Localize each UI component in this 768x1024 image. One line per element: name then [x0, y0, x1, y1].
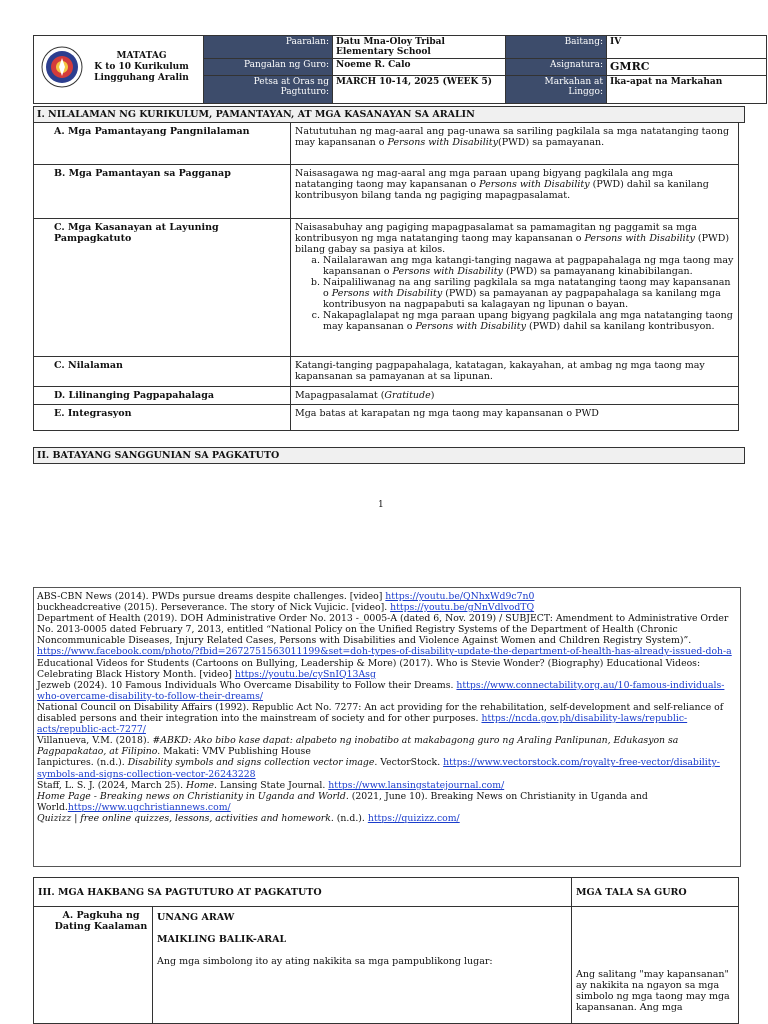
reference-item: buckheadcreative (2015). Perseverance. The story of Nick Vujicic. [video]. https://youtu.be/gNnVdlvodTQ	[37, 602, 535, 614]
paaralan-label: Paaralan:	[204, 36, 333, 59]
page-number: 1	[378, 500, 384, 510]
values-label: D. Lilinanging Pagpapahalaga	[34, 387, 291, 405]
title-line1: MATATAG	[116, 50, 167, 61]
reference-link[interactable]: https://youtu.be/cySnIQ13Asg	[234, 668, 376, 680]
reference-item: Jezweb (2024). 10 Famous Individuals Who Overcame Disability to Follow their Dreams. https://www.connectability.org.au/10-famous-individuals-who-overcame-disability-to-follow-their-dreams/	[37, 679, 725, 702]
reference-item: National Council on Disability Affairs (1992). Republic Act No. 7277: An act providing for the rehabilitation, self-development and self-reliance of disabled persons and their integration into the mainstream of society and for other purposes. https://ncda.gov.ph/disability-laws/republic- acts/republic-act-7277/	[37, 701, 724, 736]
reference-item: Ianpictures. (n.d.). Disability symbols and signs collection vector image. VectorStock. https://www.vectorstock.com/royalty-free-vector/disability-symbols-and-signs-collection-vector-26243228	[37, 757, 720, 780]
reference-item: Villanueva, V.M. (2018). #ABKD: Ako bibo kase dapat: alpabeto ng inobatibo at makabagong guro ng Araling Panlipunan, Edukasyon sa Pagpapakatao, at Filipino. Makati: VMV Publishing House	[37, 735, 679, 758]
reference-item: Educational Videos for Students (Cartoons on Bullying, Leadership & More) (2017). Who is Stevie Wonder? (Biography) Educational Videos: Celebrating Black History Month. [video] https://youtu.be/cySnIQ13Asg	[37, 657, 701, 680]
objectives-list	[295, 255, 734, 332]
objective-b: b. Naipaliliwanag na ang sariling pagkilala sa mga natatanging taong may kapansanan o Persons with Disability (PWD) sa pamayanan ay pagpapahalaga sa kanilang mga kontribusyon na nagpapabuti sa kalagayan ng lipunan o bayan.	[323, 277, 734, 310]
reference-link[interactable]: https://www.ugchristiannews.com/	[67, 801, 231, 813]
paaralan-value: Datu Mna-Oloy Tribal Elementary School	[333, 36, 506, 59]
title-line3: Lingguhang Aralin	[94, 72, 189, 83]
standards-content-text: Natututuhan ng mag-aaral ang pag-unawa sa sariling pagkilala sa mga natatanging taong may kapansanan o Persons with Disability(PWD) sa pamayanan.	[291, 123, 739, 165]
deped-seal-icon	[41, 46, 83, 88]
performance-standards-label: B. Mga Pamantayan sa Pagganap	[34, 165, 291, 219]
review-prompt: Ang mga simbolong ito ay ating nakikita sa mga pampublikong lugar:	[157, 956, 493, 967]
header-table	[33, 35, 767, 104]
competencies-label: C. Mga Kasanayan at Layuning Pampagkatuto	[34, 219, 291, 357]
integration-text: Mga batas at karapatan ng mga taong may kapansanan o PWD	[291, 405, 739, 431]
values-text: Mapagpasalamat (Gratitude)	[291, 387, 739, 405]
reference-link[interactable]: https://www.vectorstock.com/royalty-free-vector/disability-symbols-and-signs-collection-vector-26243228	[37, 757, 720, 780]
reference-item: ABS-CBN News (2014). PWDs pursue dreams despite challenges. [video] https://youtu.be/QNhxWd9c7n0	[37, 591, 535, 602]
petsa-value: MARCH 10-14, 2025 (WEEK 5)	[333, 76, 506, 104]
logo-cell	[34, 36, 204, 104]
performance-standards-text: Naisasagawa ng mag-aaral ang mga paraan upang bigyang pagkilala ang mga natatanging taong may kapansanan o Persons with Disability (PWD) dahil sa kanilang kontribusyon bilang tanda ng pagiging mapagpasalamat.	[291, 165, 739, 219]
integration-label: E. Integrasyon	[34, 405, 291, 431]
reference-item: Home Page - Breaking news on Christianity in Uganda and World. (2021, June 10). Breaking News on Christianity in Uganda and World.https://www.ugchristiannews.com/	[37, 790, 648, 813]
section3-table	[33, 877, 739, 1024]
objective-a: a. Nailalarawan ang mga katangi-tanging nagawa at pagpapahalaga ng mga taong may kapansanan o Persons with Disability (PWD) sa pamayanang kinabibilangan.	[323, 255, 734, 277]
teacher-note: Ang salitang "may kapansanan" ay nakikita na ngayon sa mga simbolo ng mga taong may mga kapansanan. Ang mga	[572, 907, 739, 1024]
notes-header: MGA TALA SA GURO	[572, 878, 739, 907]
markahan-label: Markahan at Linggo:	[506, 76, 607, 104]
reference-link[interactable]: https://www.lansingstatejournal.com/	[328, 779, 505, 791]
petsa-label: Petsa at Oras ng Pagtuturo:	[204, 76, 333, 104]
competencies-text: Naisasabuhay ang pagiging mapagpasalamat sa pamamagitan ng paggamit sa mga kontribusyon ng mga natatanging taong may kapansanan o Persons with Disability (PWD) bilang gabay sa pasiya at kilos. a. Nailalarawan ang mga katangi-tanging nagawa at pagpapahalaga ng mga taong may kapansanan o Persons with Disability (PWD) sa pamayanang kinabibilangan. b. Naipaliliwanag na ang sariling pagkilala sa mga natatanging taong may kapansanan o Persons with Disability (PWD) sa pamayanan ay pagpapahalaga sa kanilang mga kontribusyon na nagpapabuti sa kalagayan ng lipunan o bayan. c. Nakapaglalapat ng mga paraan upang bigyang pagkilala ang mga natatanging taong may kapansanan o Persons with Disability (PWD) dahil sa kanilang kontribusyon.	[291, 219, 739, 357]
objective-c: c. Nakapaglalapat ng mga paraan upang bigyang pagkilala ang mga natatanging taong may kapansanan o Persons with Disability (PWD) dahil sa kanilang kontribusyon.	[323, 310, 734, 332]
markahan-value: Ika-apat na Markahan	[607, 76, 767, 104]
prior-knowledge-label: A. Pagkuha ng Dating Kaalaman	[34, 907, 153, 1024]
section1-title: I. NILALAMAN NG KURIKULUM, PAMANTAYAN, AT MGA KASANAYAN SA ARALIN	[33, 106, 745, 123]
reference-link[interactable]: https://www.facebook.com/photo/?fbid=267275156301119​9&set=doh-types-of-disability-update-the-department-of-health-has-already-issued-doh-a	[37, 646, 732, 658]
reference-link[interactable]: https://ncda.gov.ph/disability-laws/republic- acts/republic-act-7277/	[37, 713, 688, 736]
reference-link[interactable]: https://youtu.be/QNhxWd9c7n0	[385, 591, 535, 602]
guro-label: Pangalan ng Guro:	[204, 59, 333, 76]
reference-link[interactable]: https://www.connectability.org.au/10-famous-individuals-who-overcame-disability-to-follow-their-dreams/	[37, 679, 725, 702]
asignatura-value: GMRC	[607, 59, 767, 76]
baitang-label: Baitang:	[506, 36, 607, 59]
nilalaman-label: C. Nilalaman	[34, 357, 291, 387]
day-label: UNANG ARAW	[157, 912, 235, 923]
reference-link[interactable]: https://quizizz.com/	[367, 812, 460, 824]
lesson-body	[153, 907, 572, 1024]
guro-value: Noeme R. Calo	[333, 59, 506, 76]
reference-item: Staff, L. S. J. (2024, March 25). Home. Lansing State Journal. https://www.lansingstatejournal.com/	[37, 779, 505, 791]
section2-title: II. BATAYANG SANGGUNIAN SA PAGKATUTO	[33, 447, 745, 464]
references-box	[33, 587, 741, 867]
reference-item: Quizizz | free online quizzes, lessons, activities and homework. (n.d.). https://quizizz.com/	[37, 812, 460, 824]
standards-content-label: A. Mga Pamantayang Pangnilalaman	[34, 123, 291, 165]
section3-title: III. MGA HAKBANG SA PAGTUTURO AT PAGKATUTO	[34, 878, 572, 907]
reference-link[interactable]: https://youtu.be/gNnVdlvodTQ	[390, 602, 535, 614]
baitang-value: IV	[607, 36, 767, 59]
section1-table	[33, 122, 739, 431]
nilalaman-text: Katangi-tanging pagpapahalaga, katatagan, kakayahan, at ambag ng mga taong may kapansanan sa pamayanan at sa lipunan.	[291, 357, 739, 387]
title-line2: K to 10 Kurikulum	[94, 61, 189, 72]
reference-item: Department of Health (2019). DOH Administrative Order No. 2013 -_0005-A (dated 6, Nov. 2019) / SUBJECT: Amendment to Administrative Order No. 2013-0005 dated February 7, 2013, entitled “National Policy on the Unified Registry Systems of the Department of Health (Chronic Noncommunicable Diseases, Injury Related Cases, Persons with Disabilities and Violence Against Women and Children Registry System)”. https://www.facebook.com/photo/?fbid=267275156301119​9&set=doh-types-of-disability-update-the-department-of-health-has-already-issued-doh-a	[37, 613, 732, 658]
asignatura-label: Asignatura:	[506, 59, 607, 76]
review-label: MAIKLING BALIK-ARAL	[157, 934, 287, 945]
